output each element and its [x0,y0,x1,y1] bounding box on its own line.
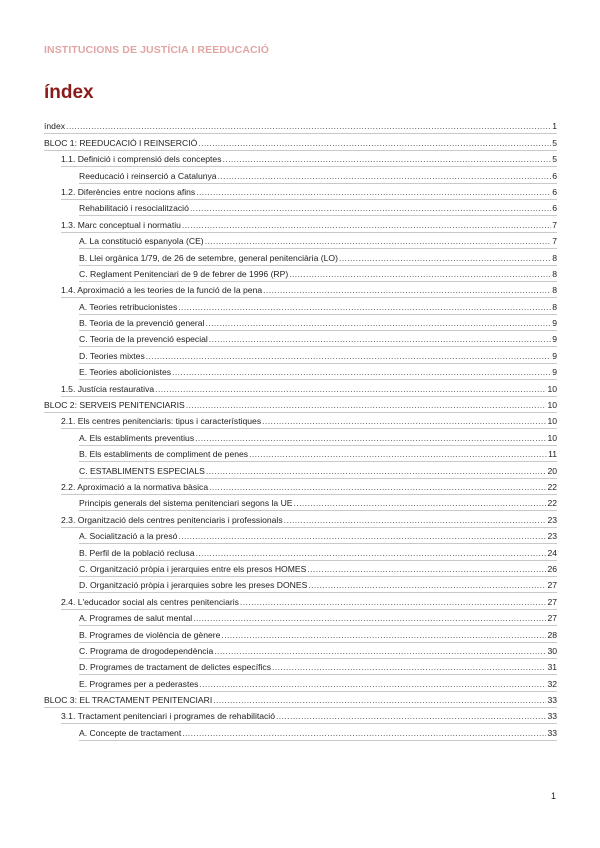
page-number: 1 [550,791,556,801]
toc-entry-page: 7 [552,219,557,230]
toc-entry-label: 1.1. Definició i comprensió dels conceptes [61,154,222,165]
toc-entry-page: 27 [547,613,557,624]
toc-entry-label: 2.3. Organització dels centres penitenciaris i professionals [61,514,283,525]
toc-entry-label: B. Llei orgànica 1/79, de 26 de setembre, general penitenciària (LO) [79,252,338,263]
toc-entry[interactable] [79,331,557,347]
toc-entry-page: 6 [552,186,557,197]
toc-entry-page: 10 [547,383,557,394]
toc-entry[interactable] [79,249,557,265]
toc-entry-page: 1 [552,121,557,132]
toc-entry-page: 33 [547,711,557,722]
toc-entry-page: 23 [547,531,557,542]
toc-entry[interactable] [79,659,557,675]
toc-entry-page: 22 [547,498,557,509]
toc-entry-page: 23 [547,514,557,525]
toc-leader-dots [221,630,546,641]
toc-entry-page: 8 [552,285,557,296]
toc-entry-page: 33 [547,727,557,738]
toc-entry[interactable] [79,429,557,445]
toc-entry-page: 26 [547,563,557,574]
toc-entry-label: Rehabilitació i resocialització [79,203,189,214]
toc-entry[interactable] [79,528,557,544]
toc-entry-page: 27 [547,596,557,607]
toc-entry[interactable] [79,675,557,691]
toc-leader-dots [66,121,551,132]
toc-leader-dots [218,171,552,182]
toc-entry-page: 32 [547,678,557,689]
toc-leader-dots [172,367,551,378]
toc-entry-page: 24 [547,547,557,558]
toc-entry-label: A. Concepte de tractament [79,727,182,738]
toc-leader-dots [262,416,546,427]
toc-entry-page: 7 [552,236,557,247]
toc-entry-page: 10 [547,432,557,443]
toc-entry-label: C. Programa de drogodependència [79,645,214,656]
toc-leader-dots [240,597,547,608]
toc-leader-dots [146,351,551,362]
toc-entry[interactable] [61,511,557,527]
toc-entry-page: 10 [547,416,557,427]
toc-entry-page: 8 [552,252,557,263]
toc-entry-label: E. Teories abolicionistes [79,367,172,378]
toc-entry-label: E. Programes per a pederastes [79,678,199,689]
toc-entry[interactable] [79,626,557,642]
toc-entry-label: BLOC 2: SERVEIS PENITENCIARIS [44,400,185,411]
toc-entry[interactable] [61,479,557,495]
toc-entry-label: 1.5. Justícia restaurativa [61,383,155,394]
toc-entry[interactable] [79,266,557,282]
toc-entry-label: A. Socialització a la presó [79,531,178,542]
toc-entry[interactable] [79,347,557,363]
toc-entry-page: 6 [552,170,557,181]
toc-leader-dots [213,695,546,706]
toc-leader-dots [289,269,551,280]
toc-leader-dots [249,449,547,460]
toc-entry-page: 9 [552,318,557,329]
toc-leader-dots [190,203,551,214]
toc-entry-label: B. Els establiments de compliment de penes [79,449,249,460]
toc-entry-label: A. Els establiments preventius [79,432,195,443]
toc-entry[interactable] [61,151,557,167]
toc-leader-dots [182,728,546,739]
toc-entry-label: 3.1. Tractament penitenciari i programes de rehabilitació [61,711,275,722]
toc-entry-label: Reeducació i reinserció a Catalunya [79,170,217,181]
toc-entry-page: 8 [552,268,557,279]
toc-leader-dots [294,498,547,509]
toc-entry-label: 1.3. Marc conceptual i normatiu [61,219,181,230]
toc-entry-page: 33 [547,695,557,706]
toc-entry-label: 2.2. Aproximació a la normativa bàsica [61,481,209,492]
toc-entry[interactable] [79,495,557,511]
toc-leader-dots [214,646,546,657]
page-title: índex [44,82,94,103]
toc-entry[interactable] [61,593,557,609]
toc-entry[interactable] [61,184,557,200]
toc-entry[interactable] [79,233,557,249]
toc-entry-page: 10 [547,400,557,411]
toc-entry-label: A. Teories retribucionistes [79,301,178,312]
toc-leader-dots [178,531,546,542]
toc-entry-page: 9 [552,350,557,361]
toc-leader-dots [186,400,547,411]
toc-entry-label: B. Perfil de la població reclusa [79,547,195,558]
toc-entry-label: 2.1. Els centres penitenciaris: tipus i característiques [61,416,262,427]
toc-entry[interactable] [79,167,557,183]
toc-entry-label: BLOC 1: REEDUCACIÓ I REINSERCIÓ [44,137,198,148]
toc-leader-dots [284,515,547,526]
toc-entry-label: 1.2. Diferències entre nocions afins [61,186,196,197]
toc-entry-page: 30 [547,645,557,656]
toc-entry-page: 8 [552,301,557,312]
toc-entry[interactable] [44,118,557,134]
toc-entry-label: D. Teories mixtes [79,350,145,361]
toc-entry-label: 2.4. L'educador social als centres penitenciaris [61,596,239,607]
toc-entry-label: B. Programes de violència de gènere [79,629,221,640]
running-header: INSTITUCIONS DE JUSTÍCIA I REEDUCACIÓ [44,44,269,56]
toc-entry-page: 9 [552,334,557,345]
toc-leader-dots [196,187,551,198]
toc-entry-page: 5 [552,137,557,148]
toc-leader-dots [182,220,551,231]
toc-entry-label: D. Organització pròpia i jerarquies sobre les preses DONES [79,580,308,591]
table-of-contents [44,118,557,741]
toc-entry-label: A. Programes de salut mental [79,613,193,624]
toc-entry[interactable] [79,298,557,314]
toc-leader-dots [272,662,546,673]
toc-entry[interactable] [61,216,557,232]
toc-entry-label: C. ESTABLIMENTS ESPECIALS [79,465,205,476]
toc-entry[interactable] [44,397,557,413]
toc-entry-label: 1.4. Aproximació a les teories de la funció de la pena [61,285,263,296]
toc-entry-label: A. La constitució espanyola (CE) [79,236,204,247]
toc-entry[interactable] [61,708,557,724]
toc-leader-dots [206,466,547,477]
toc-entry[interactable] [61,380,557,396]
toc-leader-dots [199,679,546,690]
toc-leader-dots [263,285,551,296]
toc-entry[interactable] [44,134,557,150]
toc-entry[interactable] [79,610,557,626]
toc-leader-dots [209,482,546,493]
toc-entry[interactable] [79,544,557,560]
toc-entry[interactable] [61,282,557,298]
toc-entry[interactable] [44,692,557,708]
toc-entry[interactable] [79,577,557,593]
toc-leader-dots [307,564,546,575]
toc-entry-label: índex [44,121,66,132]
toc-entry-page: 20 [547,465,557,476]
toc-entry-label: C. Reglament Penitenciari de 9 de febrer de 1996 (RP) [79,268,289,279]
toc-entry-label: BLOC 3: EL TRACTAMENT PENITENCIARI [44,695,213,706]
toc-leader-dots [308,580,546,591]
toc-leader-dots [178,302,551,313]
toc-entry[interactable] [79,446,557,462]
toc-entry[interactable] [61,413,557,429]
toc-leader-dots [209,334,551,345]
toc-leader-dots [223,154,552,165]
toc-entry-page: 11 [548,449,557,460]
toc-entry-page: 31 [547,662,557,673]
toc-entry-label: Principis generals del sistema penitenciari segons la UE [79,498,293,509]
toc-entry-label: C. Organització pròpia i jerarquies entre els presos HOMES [79,563,307,574]
toc-entry-page: 22 [547,481,557,492]
toc-entry-label: B. Teoria de la prevenció general [79,318,205,329]
toc-leader-dots [339,253,551,264]
toc-leader-dots [205,236,552,247]
toc-entry-page: 9 [552,367,557,378]
toc-entry-label: D. Programes de tractament de delictes específics [79,662,272,673]
toc-entry[interactable] [79,364,557,380]
toc-entry[interactable] [79,561,557,577]
toc-leader-dots [198,138,551,149]
toc-leader-dots [193,613,546,624]
toc-entry-page: 5 [552,154,557,165]
toc-leader-dots [155,384,546,395]
toc-entry[interactable] [79,200,557,216]
toc-entry[interactable] [79,643,557,659]
toc-entry[interactable] [79,724,557,740]
toc-entry[interactable] [79,315,557,331]
toc-entry-page: 6 [552,203,557,214]
toc-entry-label: C. Teoria de la prevenció especial [79,334,208,345]
toc-entry[interactable] [79,462,557,478]
toc-entry-page: 28 [547,629,557,640]
toc-leader-dots [276,711,546,722]
toc-leader-dots [206,318,552,329]
toc-entry-page: 27 [547,580,557,591]
toc-leader-dots [195,433,546,444]
toc-leader-dots [196,548,547,559]
